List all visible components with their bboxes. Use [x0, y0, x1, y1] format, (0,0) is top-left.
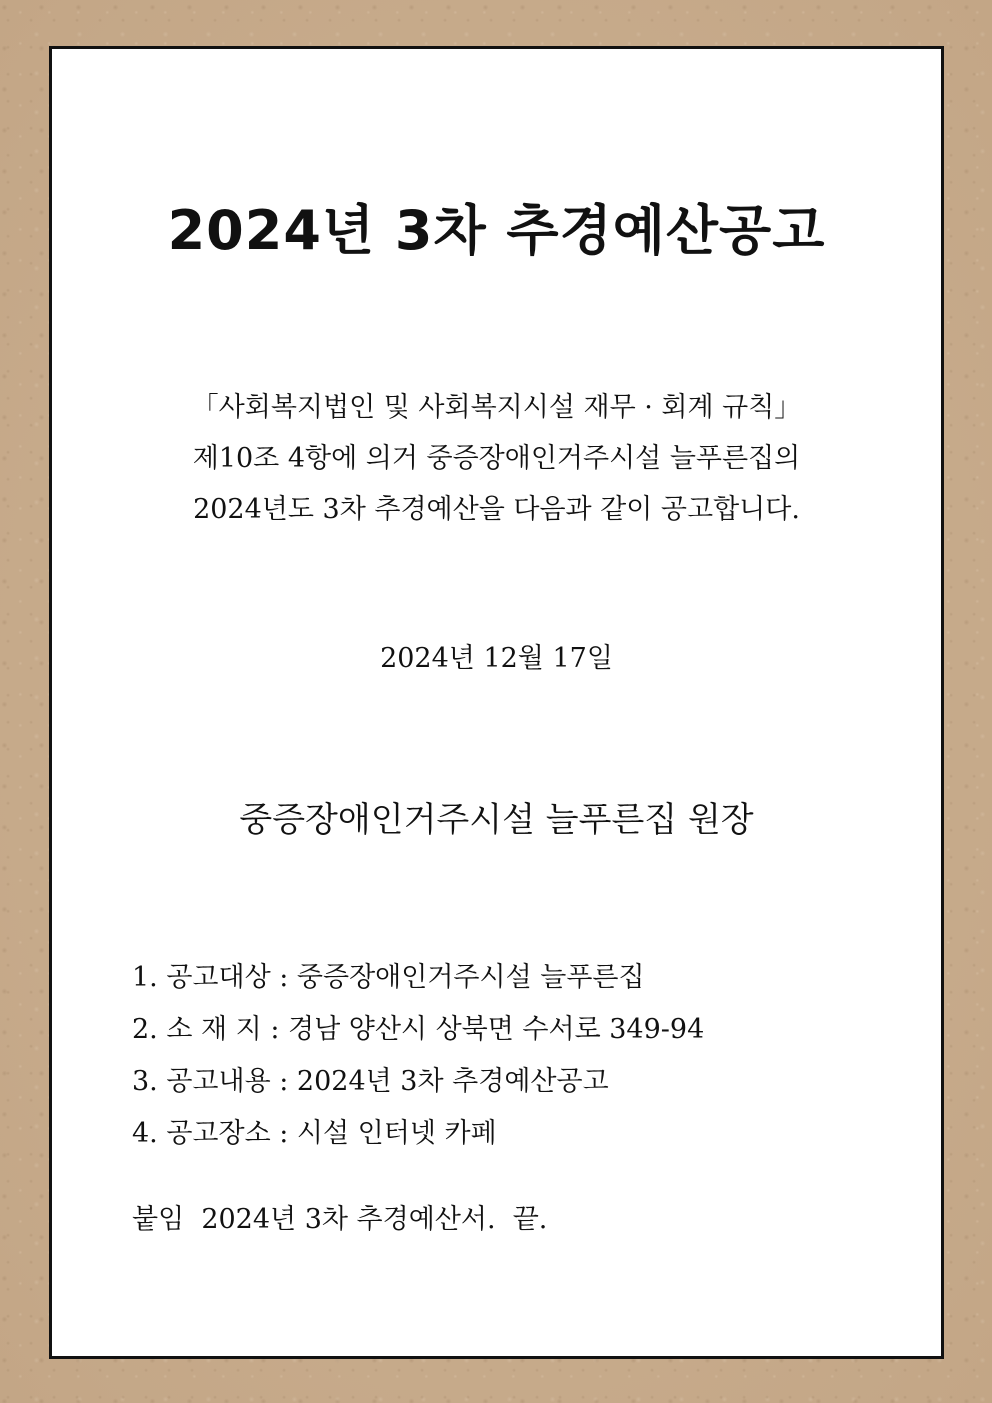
intro-line: 제10조 4항에 의거 중증장애인거주시설 늘푸른집의 [192, 443, 801, 474]
intro-paragraph [52, 382, 941, 535]
intro-line: 「사회복지법인 및 사회복지시설 재무 · 회계 규칙」 [191, 392, 802, 423]
notice-paper [49, 46, 944, 1359]
notice-date: 2024년 12월 17일 [380, 643, 613, 674]
detail-item-place: 4. 공고장소 : 시설 인터넷 카페 [132, 1118, 497, 1149]
details-list [132, 952, 704, 1160]
signer-name: 중증장애인거주시설 늘푸른집 원장 [239, 800, 754, 840]
detail-item-location: 2. 소 재 지 : 경남 양산시 상북면 수서로 349-94 [132, 1014, 705, 1045]
intro-line: 2024년도 3차 추경예산을 다음과 같이 공고합니다. [193, 494, 800, 525]
attachment-note: 붙임 2024년 3차 추경예산서. 끝. [132, 1204, 548, 1235]
notice-title: 2024년 3차 추경예산공고 [167, 199, 826, 262]
detail-item-content: 3. 공고내용 : 2024년 3차 추경예산공고 [132, 1066, 609, 1097]
detail-item-target: 1. 공고대상 : 중증장애인거주시설 늘푸른집 [132, 962, 645, 993]
